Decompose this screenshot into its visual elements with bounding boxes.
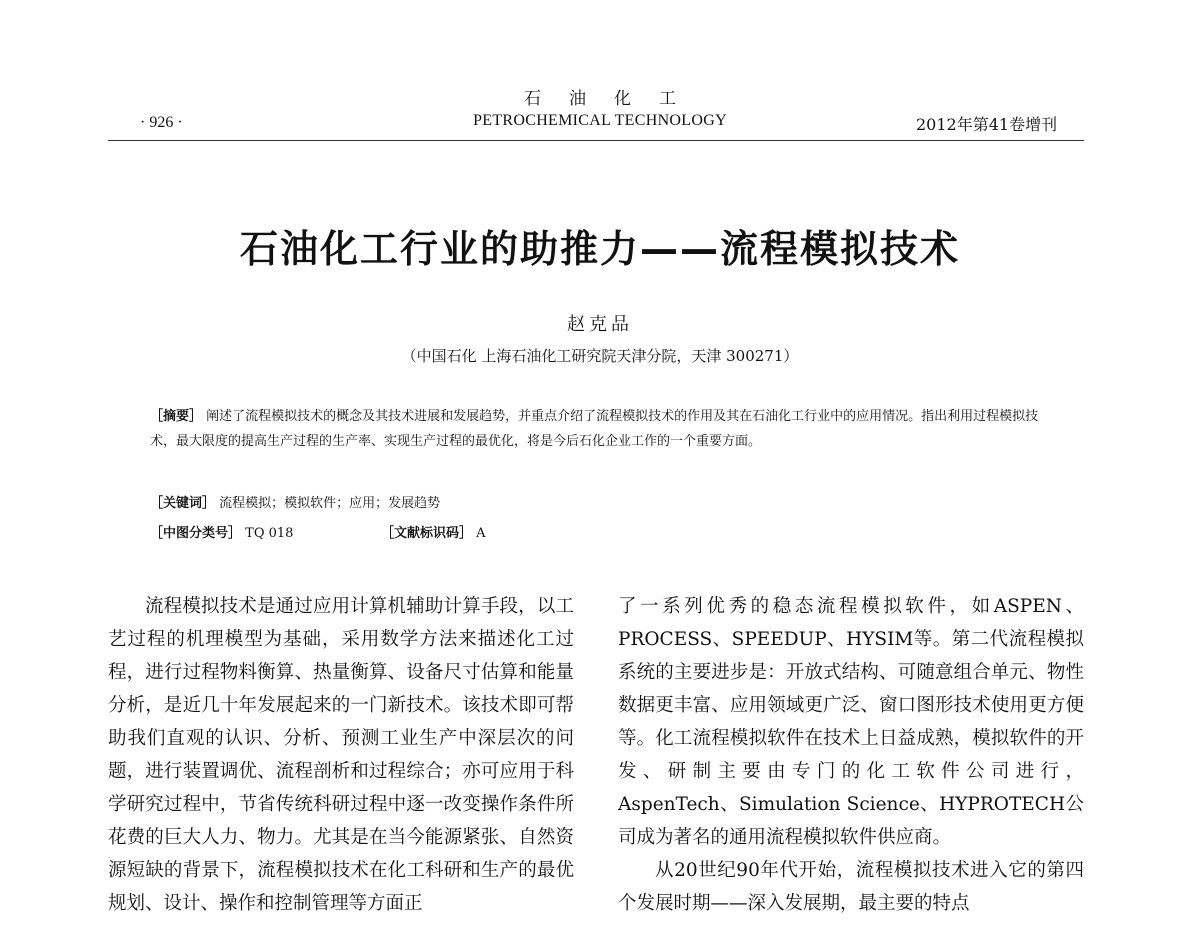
article-title: 石油化工行业的助推力——流程模拟技术 bbox=[239, 227, 960, 271]
keywords bbox=[150, 492, 440, 511]
journal-name-chinese: 石油化工 bbox=[524, 89, 704, 109]
document-code-value: A bbox=[476, 526, 486, 541]
abstract-label: ［摘要］ bbox=[150, 409, 203, 424]
body-paragraph: 从20世纪90年代开始，流程模拟技术进入它的第四个发展时期——深入发展期，最主要的特点 bbox=[618, 860, 1084, 914]
header-rule bbox=[108, 140, 1084, 141]
classification-label: ［中图分类号］ bbox=[150, 526, 242, 541]
classification-value: TQ 018 bbox=[245, 526, 294, 541]
classification-number bbox=[150, 522, 293, 541]
document-code-label: ［文献标识码］ bbox=[381, 526, 473, 541]
document-code bbox=[381, 522, 486, 541]
abstract bbox=[150, 404, 1050, 454]
abstract-text: 阐述了流程模拟技术的概念及其技术进展和发展趋势，并重点介绍了流程模拟技术的作用及其在石油化工行业中的应用情况。指出利用过程模拟技术，最大限度的提高生产过程的生产率、实现生产过程的最优化，将是今后石化企业工作的一个重要方面。 bbox=[150, 409, 1039, 449]
body-paragraph: 了一系列优秀的稳态流程模拟软件，如ASPEN、PROCESS、SPEEDUP、HYSIM等。第二代流程模拟系统的主要进步是：开放式结构、可随意组合单元、物性数据更丰富、应用领域更广泛、窗口图形技术使用更方便等。化工流程模拟软件在技术上日益成熟，模拟软件的开发、研制主要由专门的化工软件公司进行，AspenTech、Simulation Science、HYPROTECH公司成为著名的通用流程模拟软件供应商。 bbox=[618, 596, 1084, 848]
journal-name-english: PETROCHEMICAL TECHNOLOGY bbox=[473, 112, 727, 129]
body-paragraph: 流程模拟技术是通过应用计算机辅助计算手段，以工艺过程的机理模型为基础，采用数学方法来描述化工过程，进行过程物料衡算、热量衡算、设备尺寸估算和能量分析，是近几十年发展起来的一门新技术。该技术即可帮助我们直观的认识、分析、预测工业生产中深层次的问题，进行装置调优、流程剖析和过程综合；亦可应用于科学研究过程中，节省传统科研过程中逐一改变操作条件所花费的巨大人力、物力。尤其是在当今能源紧张、自然资源短缺的背景下，流程模拟技术在化工科研和生产的最优规划、设计、操作和控制管理等方面正 bbox=[108, 596, 574, 914]
body-column-right bbox=[618, 590, 1084, 920]
issue-info: 2012年第41卷增刊 bbox=[916, 115, 1058, 134]
author-affiliation: （中国石化 上海石油化工研究院天津分院，天津 300271） bbox=[401, 347, 799, 365]
article-author: 赵克品 bbox=[567, 314, 633, 335]
keywords-label: ［关键词］ bbox=[150, 496, 216, 511]
body-column-left bbox=[108, 590, 574, 920]
keywords-text: 流程模拟；模拟软件；应用；发展趋势 bbox=[219, 496, 441, 511]
page-number: · 926 · bbox=[140, 114, 183, 131]
